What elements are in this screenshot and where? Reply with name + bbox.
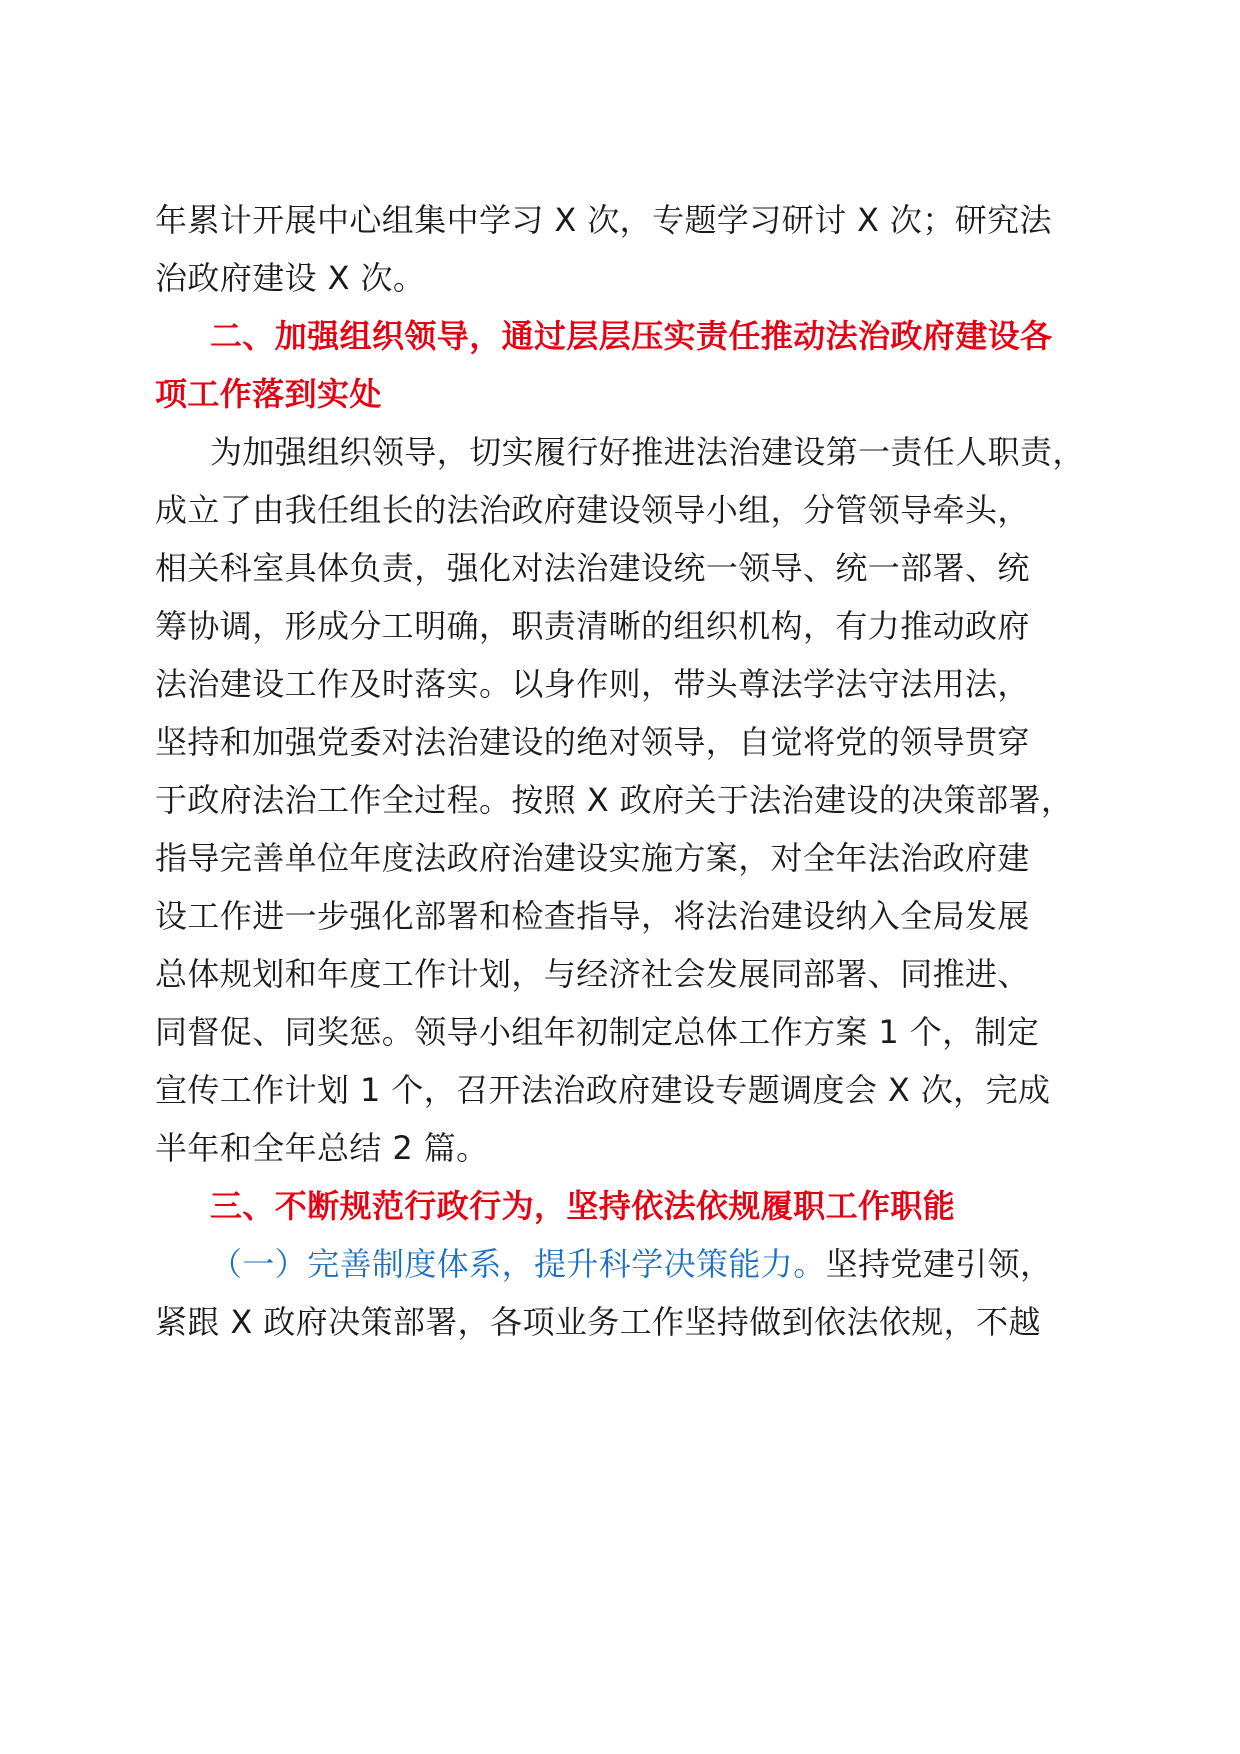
body-text-line: 于政府法治工作全过程。按照 X 政府关于法治建设的决策部署， — [155, 781, 1074, 819]
body-text-line: 治政府建设 X 次。 — [155, 259, 426, 297]
section-heading-2: 二、加强组织领导，通过层层压实责任推动法治政府建设各 — [210, 317, 1053, 355]
body-text-line: 紧跟 X 政府决策部署，各项业务工作坚持做到依法依规，不越 — [155, 1303, 1041, 1341]
body-text-line: 筹协调，形成分工明确，职责清晰的组织机构，有力推动政府 — [155, 607, 1030, 645]
body-text-line: 总体规划和年度工作计划，与经济社会发展同部署、同推进、 — [155, 955, 1030, 993]
body-text-line: 成立了由我任组长的法治政府建设领导小组，分管领导牵头， — [155, 491, 1030, 529]
body-text-line: 设工作进一步强化部署和检查指导，将法治建设纳入全局发展 — [155, 897, 1030, 935]
body-text-line: 相关科室具体负责，强化对法治建设统一领导、统一部署、统 — [155, 549, 1030, 587]
body-text-run: 坚持党建引领， — [825, 1245, 1053, 1283]
body-text-line: 年累计开展中心组集中学习 X 次，专题学习研讨 X 次；研究法 — [155, 201, 1052, 239]
body-text-line: 指导完善单位年度法政府治建设实施方案，对全年法治政府建 — [155, 839, 1030, 877]
body-text-line: 宣传工作计划 1 个，召开法治政府建设专题调度会 X 次，完成 — [155, 1071, 1051, 1109]
subsection-line — [210, 1244, 1052, 1284]
body-text-line: 法治建设工作及时落实。以身作则，带头尊法学法守法用法， — [155, 665, 1030, 703]
subsection-heading-1: （一）完善制度体系，提升科学决策能力。 — [210, 1245, 826, 1283]
body-text-line: 同督促、同奖惩。领导小组年初制定总体工作方案 1 个，制定 — [155, 1013, 1040, 1051]
section-heading-2-continued: 项工作落到实处 — [155, 375, 382, 413]
body-text-line: 坚持和加强党委对法治建设的绝对领导，自觉将党的领导贯穿 — [155, 723, 1030, 761]
body-text-line: 半年和全年总结 2 篇。 — [155, 1129, 489, 1167]
section-heading-3: 三、不断规范行政行为，坚持依法依规履职工作职能 — [210, 1187, 956, 1225]
body-text-line: 为加强组织领导，切实履行好推进法治建设第一责任人职责， — [210, 433, 1085, 471]
